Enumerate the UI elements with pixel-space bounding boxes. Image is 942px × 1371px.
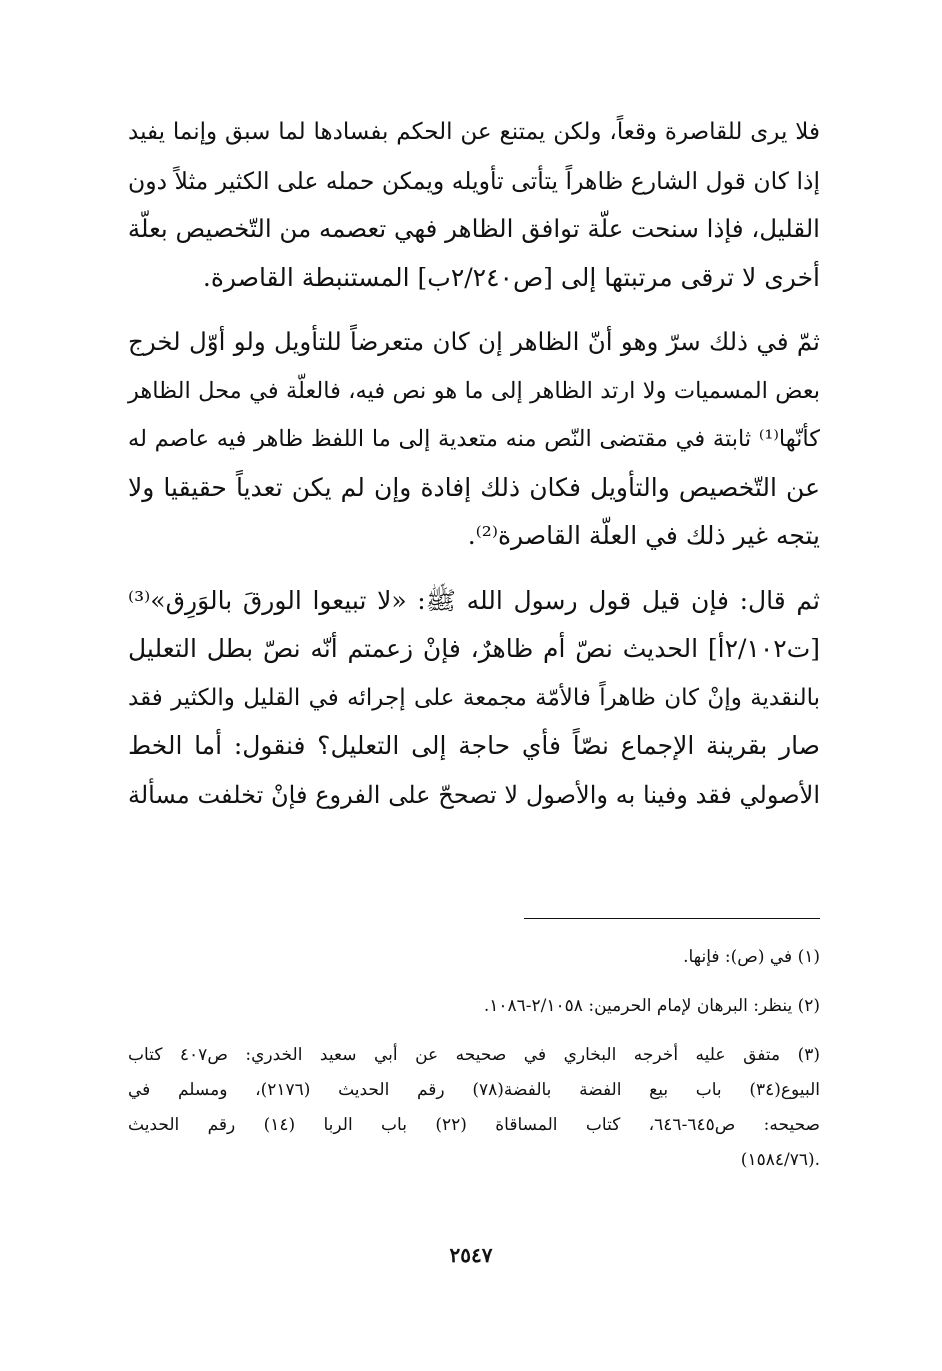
body-line: كأنّها⁽¹⁾ ثابتة في مقتضى النّص منه متعدية إلى ما اللفظ ظاهر فيه عاصم له xyxy=(128,426,820,452)
page-body xyxy=(128,108,820,819)
footnote-line: .(١٥٨٤/٧٦) xyxy=(740,1150,820,1170)
paragraph-2 xyxy=(128,318,820,561)
body-line: صار بقرينة الإجماع نصّاً فأي حاجة إلى التعليل؟ فنقول: أما الخط xyxy=(128,731,820,760)
footnotes xyxy=(128,940,820,1192)
body-line: بالنقدية وإنْ كان ظاهراً فالأمّة مجمعة على إجرائه في القليل والكثير فقد xyxy=(128,684,820,711)
footnote-1 xyxy=(128,940,820,975)
body-line: يتجه غير ذلك في العلّة القاصرة⁽²⁾. xyxy=(467,521,820,550)
body-line: القليل، فإذا سنحت علّة توافق الظاهر فهي تعصمه من التّخصيص بعلّة xyxy=(127,214,820,243)
footnote-line: (٣) متفق عليه أخرجه البخاري في صحيحه عن أبي سعيد الخدري: ص٤٠٧ كتاب xyxy=(128,1045,821,1065)
body-line: ثم قال: فإن قيل قول رسول الله ﷺ: «لا تبيعوا الورقَ بالوَرِق»⁽³⁾ xyxy=(128,585,820,615)
body-line: إذا كان قول الشارع ظاهراً يتأتى تأويله ويمكن حمله على الكثير مثلاً دون xyxy=(128,166,820,195)
footnote-separator xyxy=(524,918,820,919)
footnote-2 xyxy=(128,989,820,1024)
body-line: عن التّخصيص والتأويل فكان ذلك إفادة وإن لم يكن تعدياً حقيقيا ولا xyxy=(128,472,820,502)
body-line: الأصولي فقد وفينا به والأصول لا تصححّ على الفروع فإنْ تخلفت مسألة xyxy=(128,780,820,809)
body-line: بعض المسميات ولا ارتد الظاهر إلى ما هو نص فيه، فالعلّة في محل الظاهر xyxy=(128,377,820,404)
body-line: أخرى لا ترقى مرتبتها إلى [ص٢/٢٤٠ب] المستنبطة القاصرة. xyxy=(202,262,820,292)
footnote-line: (٢) ينظر: البرهان لإمام الحرمين: ٢/١٠٥٨-١٠٨٦. xyxy=(483,996,820,1016)
page-number: ٢٥٤٧ xyxy=(449,1243,493,1267)
footnote-3 xyxy=(128,1038,820,1178)
footnote-line: صحيحه: ص٦٤٥-٦٤٦، كتاب المساقاة (٢٢) باب الربا (١٤) رقم الحديث xyxy=(128,1115,820,1135)
paragraph-3 xyxy=(128,577,820,820)
body-line: ثمّ في ذلك سرّ وهو أنّ الظاهر إن كان متعرضاً للتأويل ولو أوّل لخرج xyxy=(128,327,820,356)
footnote-line: البيوع(٣٤) باب بيع الفضة بالفضة(٧٨) رقم الحديث (٢١٧٦)، ومسلم في xyxy=(128,1080,820,1100)
body-line: فلا يرى للقاصرة وقعاً، ولكن يمتنع عن الحكم بفسادها لما سبق وإنما يفيد xyxy=(128,119,820,145)
body-line: [ت٢/١٠٢أ] الحديث نصّ أم ظاهرٌ، فإنْ زعمتم أنّه نصّ بطل التعليل xyxy=(128,634,820,663)
main-text xyxy=(128,108,820,819)
paragraph-1 xyxy=(128,108,820,302)
footnote-line: (١) في (ص): فإنها. xyxy=(683,947,820,967)
